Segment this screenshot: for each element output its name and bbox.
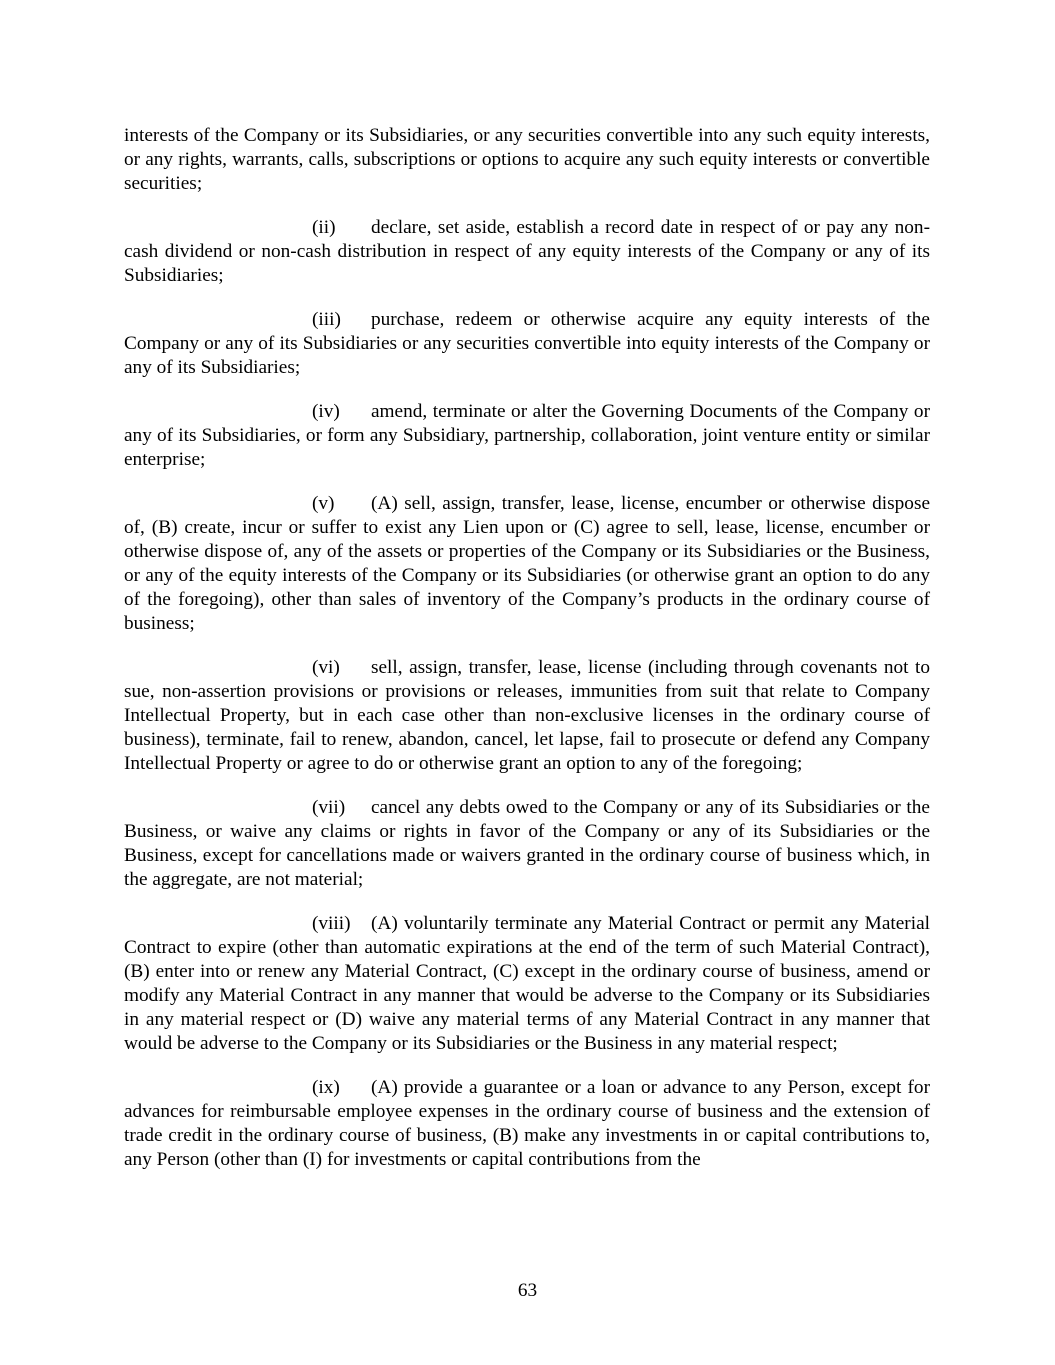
clause-text: cancel any debts owed to the Company or any of its Subsidiaries or the Business, or waive any claims or rights in favor of the Company or any of its Subsidiaries or the Business, except for cancellations made or waivers granted in the ordinary course of business which, in the aggregate, are not material;: [124, 797, 930, 890]
clause-viii: [124, 912, 930, 1056]
clause-vi: [124, 656, 930, 776]
clause-number: (vi): [312, 657, 340, 678]
clause-number: (v): [312, 493, 335, 514]
clause-iii: [124, 308, 930, 380]
clause-v: [124, 492, 930, 636]
document-body: [124, 124, 930, 1192]
clause-number: (iv): [312, 401, 340, 422]
clause-number: (viii): [312, 913, 351, 934]
clause-text: sell, assign, transfer, lease, license (including through covenants not to sue, non-assertion provisions or provisions or releases, immunities from suit that relate to Company Intellectual Property, but in each case other than non-exclusive licenses in the ordinary course of business), terminate, fail to renew, abandon, cancel, let lapse, fail to prosecute or defend any Company Intellectual Property or agree to do or otherwise grant an option to any of the foregoing;: [124, 657, 930, 774]
clause-ii: [124, 216, 930, 288]
clause-text: amend, terminate or alter the Governing Documents of the Company or any of its Subsidiaries, or form any Subsidiary, partnership, collaboration, joint venture entity or similar enterprise;: [124, 401, 930, 470]
clause-text: declare, set aside, establish a record date in respect of or pay any non-cash dividend or non-cash distribution in respect of any equity interests of the Company or any of its Subsidiaries;: [124, 217, 930, 286]
clause-text: purchase, redeem or otherwise acquire any equity interests of the Company or any of its Subsidiaries or any securities convertible into equity interests of the Company or any of its Subsidiaries;: [124, 309, 930, 378]
clause-iv: [124, 400, 930, 472]
clause-number: (vii): [312, 797, 346, 818]
clause-text: (A) voluntarily terminate any Material Contract or permit any Material Contract to expire (other than automatic expirations at the end of the term of such Material Contract), (B) enter into or renew any Material Contract, (C) except in the ordinary course of business, amend or modify any Material Contract in any manner that would be adverse to the Company or its Subsidiaries in any material respect or (D) waive any material terms of any Material Contract in any manner that would be adverse to the Company or its Subsidiaries or the Business in any material respect;: [124, 913, 930, 1054]
clause-number: (iii): [312, 309, 341, 330]
clause-number: (ii): [312, 217, 336, 238]
clause-number: (ix): [312, 1077, 340, 1098]
clause-ix: [124, 1076, 930, 1172]
clause-text: (A) provide a guarantee or a loan or advance to any Person, except for advances for reimbursable employee expenses in the ordinary course of business and the extension of trade credit in the ordinary course of business, (B) make any investments in or capital contributions to, any Person (other than (I) for investments or capital contributions from the: [124, 1077, 930, 1170]
page-number: 63: [517, 1280, 538, 1301]
continued-paragraph: interests of the Company or its Subsidiaries, or any securities convertible into any such equity interests, or any rights, warrants, calls, subscriptions or options to acquire any such equity interests or convertible securities;: [124, 125, 930, 194]
clause-text: (A) sell, assign, transfer, lease, license, encumber or otherwise dispose of, (B) create, incur or suffer to exist any Lien upon or (C) agree to sell, lease, license, encumber or otherwise dispose of, any of the assets or properties of the Company or its Subsidiaries or the Business, or any of the equity interests of the Company or its Subsidiaries (or otherwise grant an option to do any of the foregoing), other than sales of inventory of the Company’s products in the ordinary course of business;: [124, 493, 930, 634]
clause-vii: [124, 796, 930, 892]
